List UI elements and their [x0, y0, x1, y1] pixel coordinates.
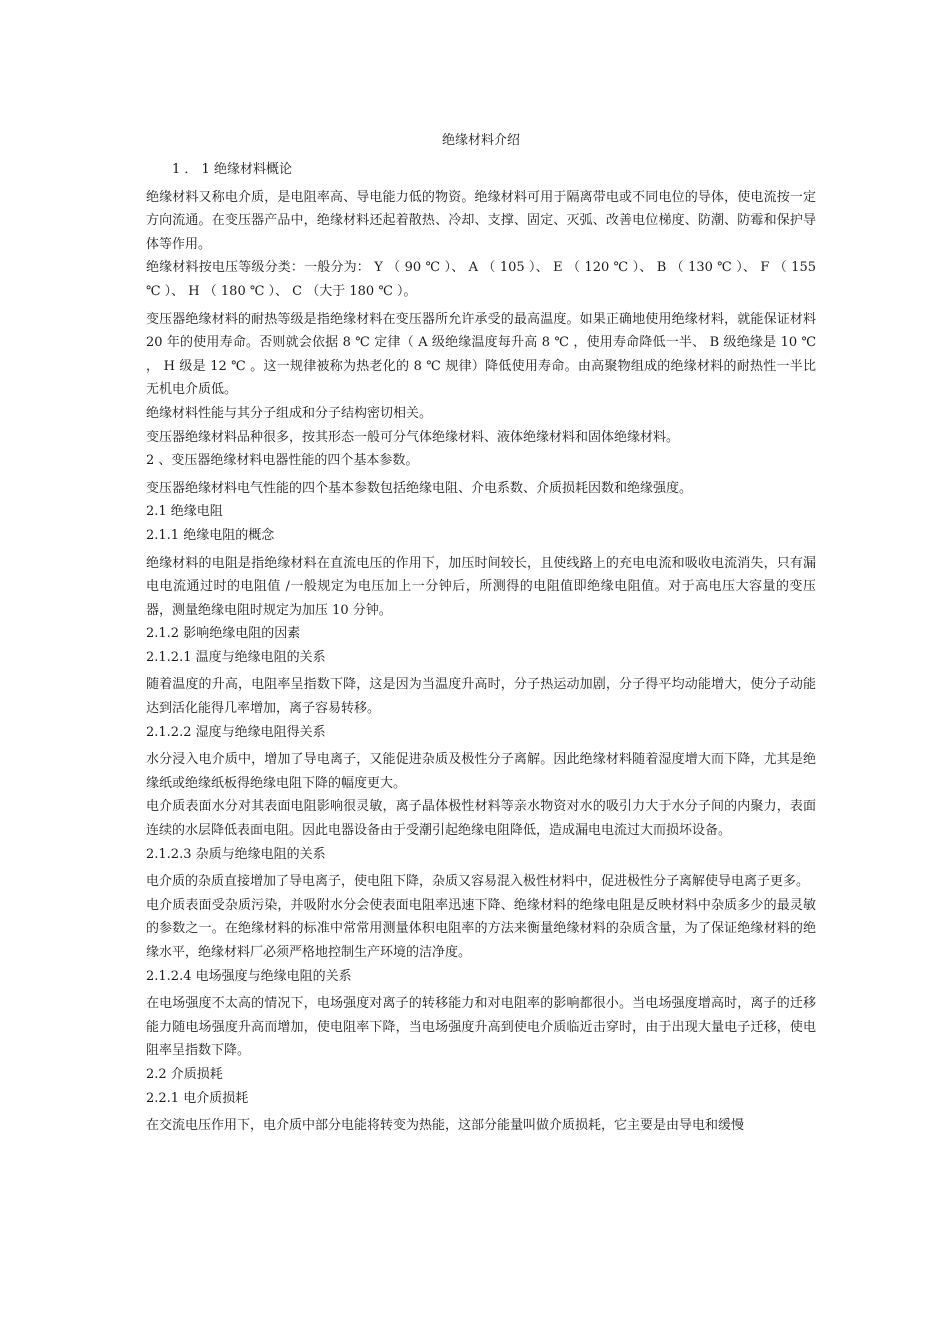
- paragraph: 在电场强度不太高的情况下，电场强度对离子的转移能力和对电阻率的影响都很小。当电场强度增高时，离子的迁移能力随电场强度升高而增加，使电阻率下降，当电场强度升高到使电介质临近击穿时，由于出现大量电子迁移，使电阻率呈指数下降。: [146, 996, 816, 1059]
- section-heading-2: 2 、变压器绝缘材料电器性能的四个基本参数。: [146, 453, 419, 469]
- section-heading-2-1-2-3: 2.1.2.3 杂质与绝缘电阻的关系: [146, 846, 326, 862]
- paragraph: 电介质的杂质直接增加了导电离子，使电阻下降，杂质又容易混入极性材料中，促进极性分子离解使导电离子更多。: [146, 874, 810, 890]
- section-heading-1-1: 1 ． 1 绝缘材料概论: [172, 162, 292, 177]
- section-heading-2-1-1: 2.1.1 绝缘电阻的概念: [146, 527, 275, 543]
- section-heading-2-1-2-1: 2.1.2.1 温度与绝缘电阻的关系: [146, 649, 326, 665]
- paragraph: 电介质表面受杂质污染，并吸附水分会使表面电阻率迅速下降、绝缘材料的绝缘电阻是反映材料中杂质多少的最灵敏的参数之一。在绝缘材料的标准中常常用测量体积电阻率的方法来衡量绝缘材料的杂质含量，为了保证绝缘材料的绝缘水平，绝缘材料厂必须严格地控制生产环境的洁净度。: [146, 897, 816, 960]
- paragraph: 变压器绝缘材料的耐热等级是指绝缘材料在变压器所允许承受的最高温度。如果正确地使用绝缘材料，就能保证材料 20 年的使用寿命。否则就会依据 8 ℃ 定律（ A 级绝缘温度每升高 8 ℃ ，使用寿命降低一半、 B 级绝缘是 10 ℃ ， H 级是 12 ℃ 。这一规律被称为热老化的 8 ℃ 规律）降低使用寿命。由高聚物组成的绝缘材料的耐热性一半比无机电介质低。: [146, 311, 816, 398]
- document-title: 绝缘材料介绍: [441, 133, 520, 148]
- paragraph: 随着温度的升高，电阻率呈指数下降，这是因为当温度升高时，分子热运动加剧，分子得平均动能增大，使分子动能达到活化能得几率增加，离子容易转移。: [146, 677, 816, 717]
- paragraph: 绝缘材料按电压等级分类：一般分为： Y （ 90 ℃ ）、 A （ 105 ）、 E （ 120 ℃ ）、 B （ 130 ℃ ）、 F （ 155 ℃ ）、 H （ 180 ℃ ）、 C （大于 180 ℃ ）。: [146, 260, 816, 299]
- paragraph: 电介质表面水分对其表面电阻影响很灵敏，离子晶体极性材料等亲水物资对水的吸引力大于水分子间的内聚力，表面连续的水层降低表面电阻。因此电器设备由于受潮引起绝缘电阻降低，造成漏电电流过大而损坏设备。: [146, 799, 816, 839]
- paragraph: 变压器绝缘材料品种很多，按其形态一般可分气体绝缘材料、液体绝缘材料和固体绝缘材料。: [146, 429, 680, 445]
- paragraph: 绝缘材料性能与其分子组成和分子结构密切相关。: [146, 405, 433, 421]
- section-heading-2-2-1: 2.2.1 电介质损耗: [146, 1090, 249, 1106]
- section-heading-2-1-2: 2.1.2 影响绝缘电阻的因素: [146, 626, 301, 642]
- section-heading-2-1: 2.1 绝缘电阻: [146, 504, 223, 520]
- paragraph: 绝缘材料又称电介质，是电阻率高、导电能力低的物资。绝缘材料可用于隔离带电或不同电位的导体，使电流按一定方向流通。在变压器产品中，绝缘材料还起着散热、冷却、支撑、固定、灭弧、改善电位梯度、防潮、防霉和保护导体等作用。: [146, 189, 816, 252]
- document-body: [146, 128, 816, 1138]
- paragraph: 绝缘材料的电阻是指绝缘材料在直流电压的作用下，加压时间较长，且使线路上的充电电流和吸收电流消失，只有漏电电流通过时的电阻值 /一般规定为电压加上一分钟后，所测得的电阻值即绝缘电阻值。对于高电压大容量的变压器，测量绝缘电阻时规定为加压 10 分钟。: [146, 555, 816, 618]
- section-heading-2-1-2-2: 2.1.2.2 湿度与绝缘电阻得关系: [146, 724, 326, 740]
- paragraph: 变压器绝缘材料电气性能的四个基本参数包括绝缘电阻、介电系数、介质损耗因数和绝缘强度。: [146, 480, 693, 496]
- section-heading-2-1-2-4: 2.1.2.4 电场强度与绝缘电阻的关系: [146, 968, 352, 984]
- paragraph: 在交流电压作用下，电介质中部分电能将转变为热能，这部分能量叫做介质损耗，它主要是由导电和缓慢: [146, 1118, 745, 1134]
- paragraph: 水分浸入电介质中，增加了导电离子，又能促进杂质及极性分子离解。因此绝缘材料随着湿度增大而下降，尤其是绝缘纸或绝缘纸板得绝缘电阻下降的幅度更大。: [146, 752, 816, 791]
- section-heading-2-2: 2.2 介质损耗: [146, 1066, 223, 1082]
